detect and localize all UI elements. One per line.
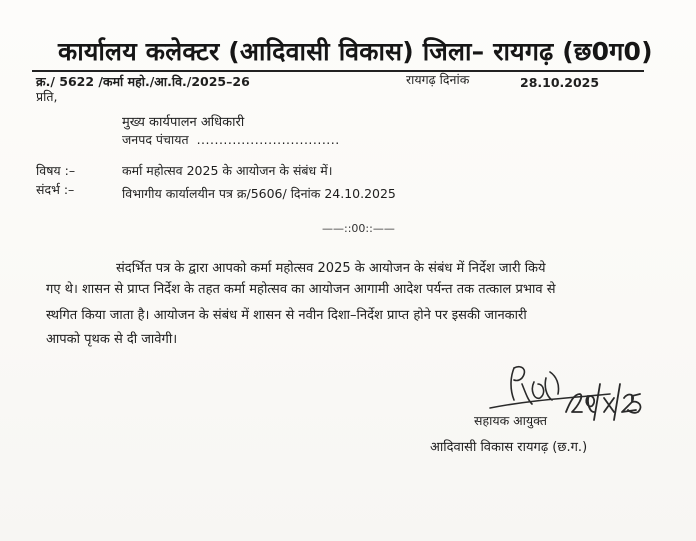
heading-underline <box>32 70 644 72</box>
signatory-title: सहायक आयुक्त <box>474 413 547 428</box>
addressee-blank: ................................ <box>196 132 340 147</box>
reference-text: विभागीय कार्यालयीन पत्र क्र/5606/ दिनांक 24.10.2025 <box>122 186 396 201</box>
addressee-designation: मुख्य कार्यपालन अधिकारी <box>122 115 245 130</box>
signatory-organization: आदिवासी विकास रायगढ़ (छ.ग.) <box>430 440 588 455</box>
svg-text:28/x/25: 28/x/25 <box>470 354 474 355</box>
section-divider: ——::00::—— <box>322 222 395 235</box>
place-date-label: रायगढ़ दिनांक <box>406 72 470 87</box>
to-label: प्रति, <box>36 89 58 104</box>
body-line-3: स्थगित किया जाता है। आयोजन के संबंध में शासन से नवीन दिशा–निर्देश प्राप्त होने पर इसकी जानकारी <box>46 308 527 323</box>
reference-label: संदर्भ :– <box>36 182 75 197</box>
subject-text: कर्मा महोत्सव 2025 के आयोजन के संबंध में। <box>122 163 333 178</box>
subject-label: विषय :– <box>36 163 76 178</box>
body-line-4: आपको पृथक से दी जावेगी। <box>46 332 178 347</box>
addressee-office-label: जनपद पंचायत <box>122 132 189 147</box>
body-line-2: गए थे। शासन से प्राप्त निर्देश के तहत कर्मा महोत्सव का आयोजन आगामी आदेश पर्यन्त तक तत्काल प्रभाव से <box>46 282 556 297</box>
handwritten-date <box>470 354 474 355</box>
letter-date: 28.10.2025 <box>520 75 600 90</box>
office-heading: कार्यालय कलेक्टर (आदिवासी विकास) जिला– रायगढ़ (छ0ग0) <box>58 37 653 66</box>
body-line-1: संदर्भित पत्र के द्वारा आपको कर्मा महोत्सव 2025 के आयोजन के संबंध में निर्देश जारी किये <box>116 261 546 276</box>
reference-number: क्र./ 5622 /कर्मा महो./आ.वि./2025–26 <box>36 74 250 89</box>
addressee-office <box>122 131 340 148</box>
